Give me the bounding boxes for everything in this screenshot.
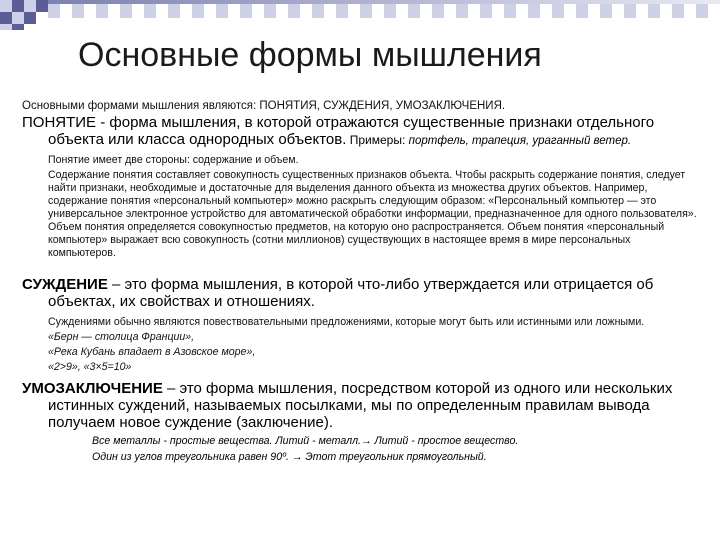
judgment-term: СУЖДЕНИЕ	[22, 276, 108, 293]
concept-details	[48, 154, 698, 260]
judgment-section	[22, 276, 698, 374]
concept-examples-label: Примеры:	[346, 133, 409, 147]
concept-sides: Понятие имеет две стороны: содержание и объем.	[48, 154, 299, 166]
concept-content: Содержание понятия составляет совокупность существенных признаков объекта. Чтобы раскрыть содержание понятия, следует найти признаки, необходимые и достаточные для выделения данного объекта из множества других объектов. Например, содержание понятия «персональный компьютер» можно раскрыть следующим образом: «Персональный компьютер — это универсальное электронное устройство для автоматической обработки информации, предназначенное для одного пользователя».	[48, 169, 697, 220]
judgment-example: «2>9», «3×5=10»	[48, 361, 132, 373]
intro-text: Основными формами мышления являются: ПОНЯТИЯ, СУЖДЕНИЯ, УМОЗАКЛЮЧЕНИЯ.	[22, 100, 506, 112]
inference-example: Все металлы - простые вещества. Литий - металл.→ Литий - простое вещество.	[92, 435, 519, 447]
judgment-example: «Берн — столица Франции»,	[48, 331, 195, 343]
slide-title: Основные формы мышления	[78, 36, 542, 74]
concept-heading	[22, 114, 698, 150]
judgment-definition: – это форма мышления, в которой что-либо утверждается или отрицается об объектах, их свойствах и отношениях.	[48, 276, 654, 310]
concept-section	[22, 114, 698, 262]
inference-term: УМОЗАКЛЮЧЕНИЕ	[22, 380, 163, 397]
inference-definition: – это форма мышления, посредством которой из одного или нескольких истинных суждений, называемых посылками, мы по определенным правилам вывода получаем новое суждение (заключение).	[48, 380, 673, 431]
concept-definition: - форма мышления, в которой отражаются существенные признаки отдельного объекта или класса однородных объектов.	[48, 114, 655, 148]
concept-volume: Объем понятия определяется совокупностью предметов, на которую оно распространяется. Объем понятия «персональный компьютер» выражает всю совокупность (сотни миллионов) существующих в настоящее время в мире персональных компьютеров.	[48, 221, 665, 259]
judgment-example: «Река Кубань впадает в Азовское море»,	[48, 346, 256, 358]
judgment-note: Суждениями обычно являются повествовательными предложениями, которые могут быть или истинными или ложными.	[48, 316, 645, 328]
decorative-squares	[0, 0, 720, 30]
inference-examples	[92, 435, 698, 463]
concept-term: ПОНЯТИЕ	[22, 114, 97, 131]
concept-examples: портфель, трапеция, ураганный ветер.	[408, 135, 632, 147]
inference-heading	[22, 380, 698, 431]
inference-example: Один из углов треугольника равен 90º. → Этот треугольник прямоугольный.	[92, 451, 487, 463]
judgment-details	[48, 316, 698, 374]
judgment-heading	[22, 276, 698, 310]
inference-section	[22, 380, 698, 467]
